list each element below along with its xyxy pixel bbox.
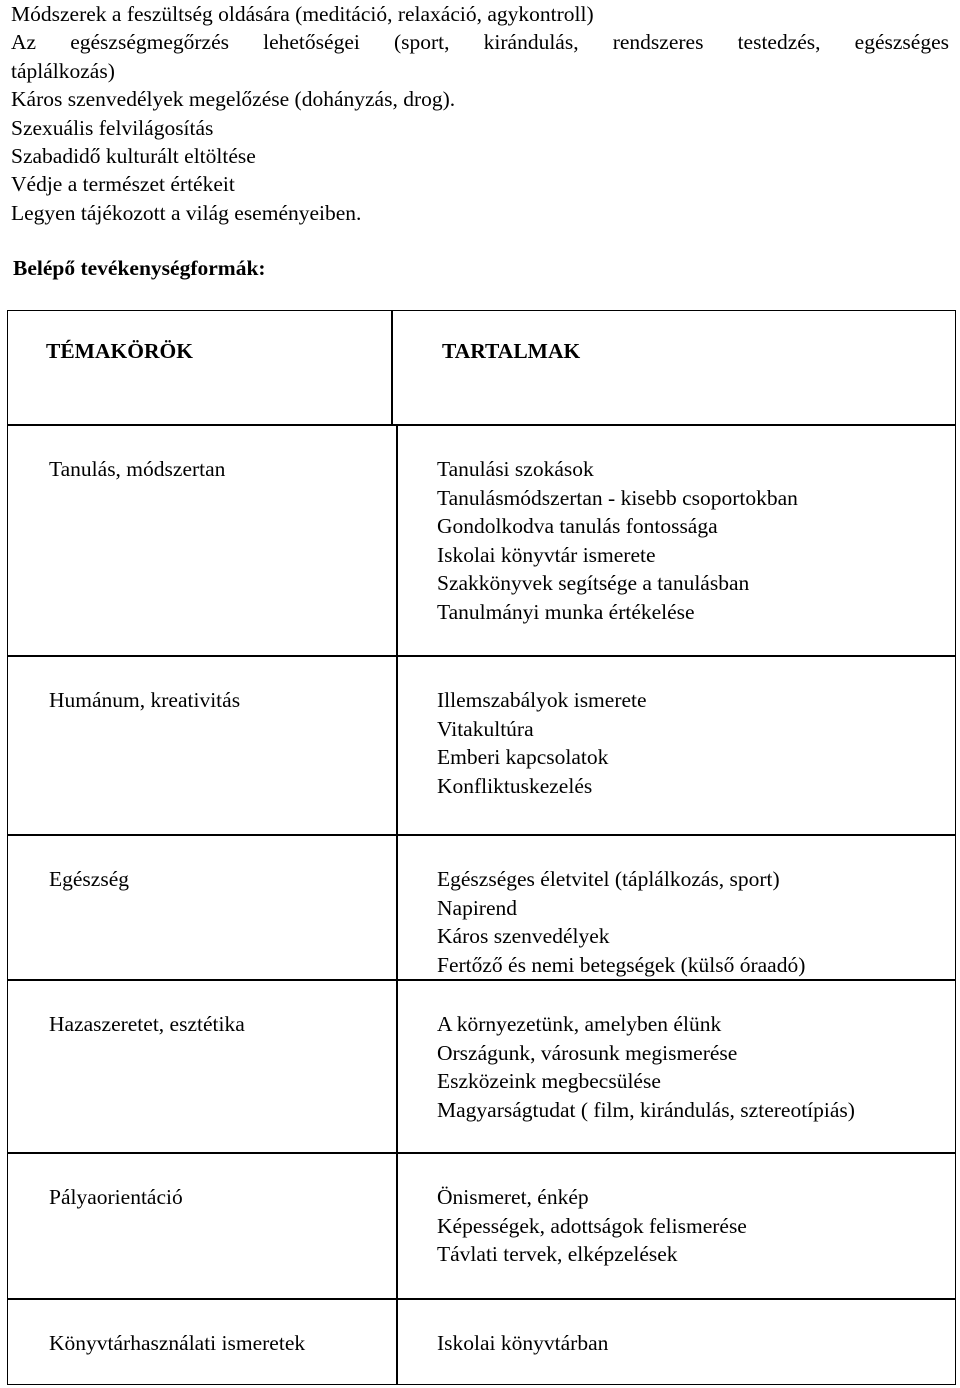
section-heading: Belépő tevékenységformák: bbox=[13, 256, 266, 280]
intro-line: Védje a természet értékeit bbox=[11, 172, 235, 197]
list-item: Képességek, adottságok felismerése bbox=[437, 1213, 747, 1238]
header-topics-label: TÉMAKÖRÖK bbox=[46, 339, 193, 363]
list-item: Káros szenvedélyek bbox=[437, 924, 610, 949]
list-item: A környezetünk, amelyben élünk bbox=[437, 1012, 722, 1036]
list-item: Fertőző és nemi betegségek (külső óraadó) bbox=[437, 952, 806, 977]
list-item: Illemszabályok ismerete bbox=[437, 688, 647, 712]
table-row-topic bbox=[7, 834, 398, 981]
contents-list bbox=[437, 865, 805, 979]
list-item: Magyarságtudat ( film, kirándulás, sztereotípiás) bbox=[437, 1097, 855, 1122]
list-item: Konfliktuskezelés bbox=[437, 773, 593, 798]
list-item: Szakkönyvek segítsége a tanulásban bbox=[437, 571, 750, 596]
list-item: Tanulási szokások bbox=[437, 457, 594, 481]
header-cell-topics bbox=[7, 310, 393, 426]
list-item: Vitakultúra bbox=[437, 716, 534, 741]
list-item: Gondolkodva tanulás fontossága bbox=[437, 514, 718, 539]
topic-label: Pályaorientáció bbox=[49, 1185, 183, 1209]
list-item: Egészséges életvitel (táplálkozás, sport) bbox=[437, 867, 780, 891]
list-item: Iskolai könyvtárban bbox=[437, 1331, 609, 1355]
list-item: Eszközeink megbecsülése bbox=[437, 1069, 661, 1094]
topic-label: Egészség bbox=[49, 867, 129, 891]
contents-list bbox=[437, 455, 798, 627]
topic-label: Hazaszeretet, esztétika bbox=[49, 1012, 245, 1036]
list-item: Önismeret, énkép bbox=[437, 1185, 589, 1209]
table-row-contents bbox=[396, 655, 956, 836]
contents-list bbox=[437, 686, 647, 800]
table-row-contents bbox=[396, 424, 956, 657]
list-item: Országunk, városunk megismerése bbox=[437, 1040, 738, 1065]
list-item: Iskolai könyvtár ismerete bbox=[437, 542, 656, 567]
table-row-contents bbox=[396, 1298, 956, 1385]
table-row-topic bbox=[7, 979, 398, 1154]
topic-label: Humánum, kreativitás bbox=[49, 688, 241, 712]
list-item: Távlati tervek, elképzelések bbox=[437, 1242, 678, 1267]
intro-line: Az egészségmegőrzés lehetőségei (sport, kirándulás, rendszeres testedzés, egészséges bbox=[11, 30, 949, 55]
intro-line: Szexuális felvilágosítás bbox=[11, 115, 214, 140]
table-row-topic bbox=[7, 1152, 398, 1300]
intro-line: Módszerek a feszültség oldására (meditáció, relaxáció, agykontroll) bbox=[11, 2, 594, 26]
table-row-topic bbox=[7, 424, 398, 657]
table-row-topic bbox=[7, 655, 398, 836]
intro-line: táplálkozás) bbox=[11, 58, 115, 83]
intro-line: Káros szenvedélyek megelőzése (dohányzás, drog). bbox=[11, 87, 456, 112]
table-row-contents bbox=[396, 1152, 956, 1300]
intro-list bbox=[11, 0, 949, 227]
contents-list bbox=[437, 1010, 855, 1124]
list-item: Tanulmányi munka értékelése bbox=[437, 599, 695, 624]
intro-line: Legyen tájékozott a világ eseményeiben. bbox=[11, 200, 362, 225]
intro-line: Szabadidő kulturált eltöltése bbox=[11, 144, 256, 169]
list-item: Emberi kapcsolatok bbox=[437, 745, 609, 770]
table-row-topic bbox=[7, 1298, 398, 1385]
list-item: Tanulásmódszertan - kisebb csoportokban bbox=[437, 485, 798, 510]
table-row-contents bbox=[396, 834, 956, 981]
contents-list bbox=[437, 1329, 608, 1358]
header-cell-contents bbox=[391, 310, 956, 426]
table-row-contents bbox=[396, 979, 956, 1154]
header-contents-label: TARTALMAK bbox=[442, 339, 581, 363]
topic-label: Könyvtárhasználati ismeretek bbox=[49, 1331, 306, 1355]
list-item: Napirend bbox=[437, 895, 517, 920]
contents-list bbox=[437, 1183, 747, 1269]
topic-label: Tanulás, módszertan bbox=[49, 457, 226, 481]
